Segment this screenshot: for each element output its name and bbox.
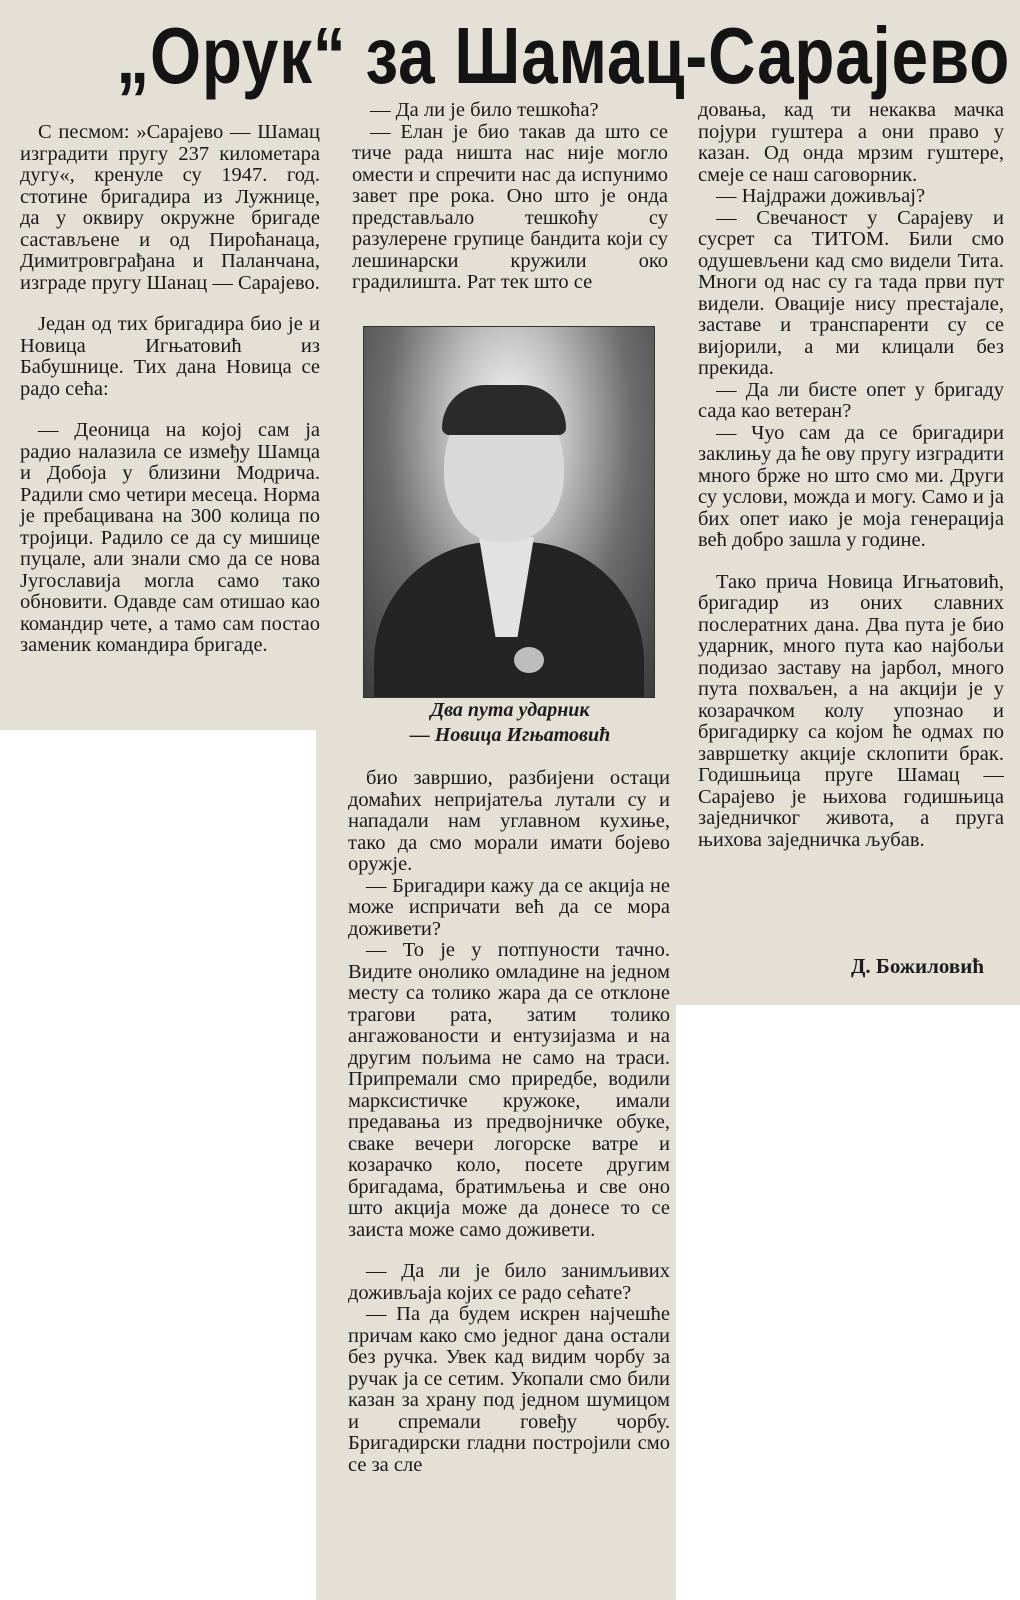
photo-caption-line-1: Два пута ударник xyxy=(430,699,590,721)
photo-badge xyxy=(514,647,544,673)
answer: — Елан је био такав да што се тиче рада ништа нас није могло омести и спречити нас да испунимо завет пре рока. Оно што је онда представљало тешкоћу су разулерене групице бандита који су лешинарски кружили око градилишта. Рат тек што се xyxy=(352,120,668,293)
column-2-bottom xyxy=(348,768,670,1476)
paragraph: довања, кад ти некаква мачка појури гуштера а они право у казан. Од онда мрзим гуштере, смеје се наш саговорник. xyxy=(698,99,1004,186)
question: — Најдражи доживљај? xyxy=(716,185,926,207)
answer: — Чуо сам да се бригадири заклињу да ће ову пругу изградити много брже но што смо ми. Други су услови, можда и могу. Само и ја бих опет иако је моја генерација већ добро зашла у године. xyxy=(698,421,1004,551)
question: — Да ли је било занимљивих доживљаја којих се радо сећате? xyxy=(348,1260,670,1304)
answer: — Свечаност у Сарајеву и сусрет са ТИТОМ. Били смо одушевљени кад смо видели Тита. Многи од нас су га тада први пут видели. Овације нису престајале, заставе и транспаренти су се вијорили, а ми клицали без прекида. xyxy=(698,206,1004,379)
answer: — То је у потпуности тачно. Видите онолико омладине на једном месту са толико жара да се отклоне трагови рата, затим толико ангажованости и ентузијазма и на другим пољима не само на траси. Припремали смо приредбе, водили марксистичке кружоке, имали предавања из предвојничке обуке, сваке вечери логорске ватре и козарачко коло, посете другим бригадама, братимљења и све оно што акција може да донесе то се заиста може само доживети. xyxy=(348,939,670,1241)
column-3 xyxy=(698,100,1004,851)
question: — Бригадири кажу да се акција не може испричати већ да се мора доживети? xyxy=(348,874,670,940)
paragraph: био завршио, разбијени остаци домаћих непријатеља лутали су и нападали нам углавном кухиње, тако да смо морали имати бојево оружје. xyxy=(348,767,670,875)
photo-hair xyxy=(442,385,566,435)
answer: — Па да будем искрен најчешће причам како смо једног дана остали без ручка. Увек кад видим чорбу за ручак ја се сетим. Укопали смо били казан за храну под једном шумицом и спремали говеђу чорбу. Бригадирски гладни постројили смо се за сле xyxy=(348,1303,670,1476)
paragraph: — Деоница на којој сам ја радио налазила се између Шамца и Добоја у близини Модрича. Радили смо четири месеца. Норма је пребацивана на 300 колица по тројици. Радило се да су мишице пуцале, али знали смо да се нова Југославија могла само тако обновити. Одавде сам отишао као командир чете, а тамо сам постао заменик командира бригаде. xyxy=(20,419,320,656)
column-2-top xyxy=(352,100,668,294)
question: — Да ли је било тешкоћа? xyxy=(370,99,599,121)
photo-caption-line-2: — Новица Игњатовић xyxy=(409,724,611,746)
paragraph: С песмом: »Сарајево — Шамац изградити пругу 237 километара дугу«, кренуле су 1947. год. стотине бригадира из Лужнице, да у оквиру окружне бригаде састављене и од Пироћанаца, Димитровграђана и Паланчана, изграде пругу Шанац — Сарајево. xyxy=(20,121,320,294)
column-1 xyxy=(20,122,320,657)
author-signature: Д. Божиловић xyxy=(850,954,984,978)
headline: „Орук“ за Шамац-Сарајево xyxy=(116,11,1011,100)
paragraph: Један од тих бригадира био је и Новица Игњатовић из Бабушнице. Тих дана Новица се радо сећа: xyxy=(20,313,320,400)
paragraph: Тако прича Новица Игњатовић, бригадир из оних славних послератних дана. Два пута је био ударник, много пута као најбољи подизао заставу на јарбол, много пута похваљен, а на акцији је у козарачком колу упознао и бригадирку са којом ће одмах по завршетку акције склопити брак. Годишњица пруге Шамац — Сарајево је њихова годишњица заједничког живота, а пруга њихова заједничка љубав. xyxy=(698,570,1004,851)
photo-caption xyxy=(360,698,660,748)
question: — Да ли бисте опет у бригаду сада као ветеран? xyxy=(698,378,1004,422)
portrait-photo xyxy=(363,326,655,698)
